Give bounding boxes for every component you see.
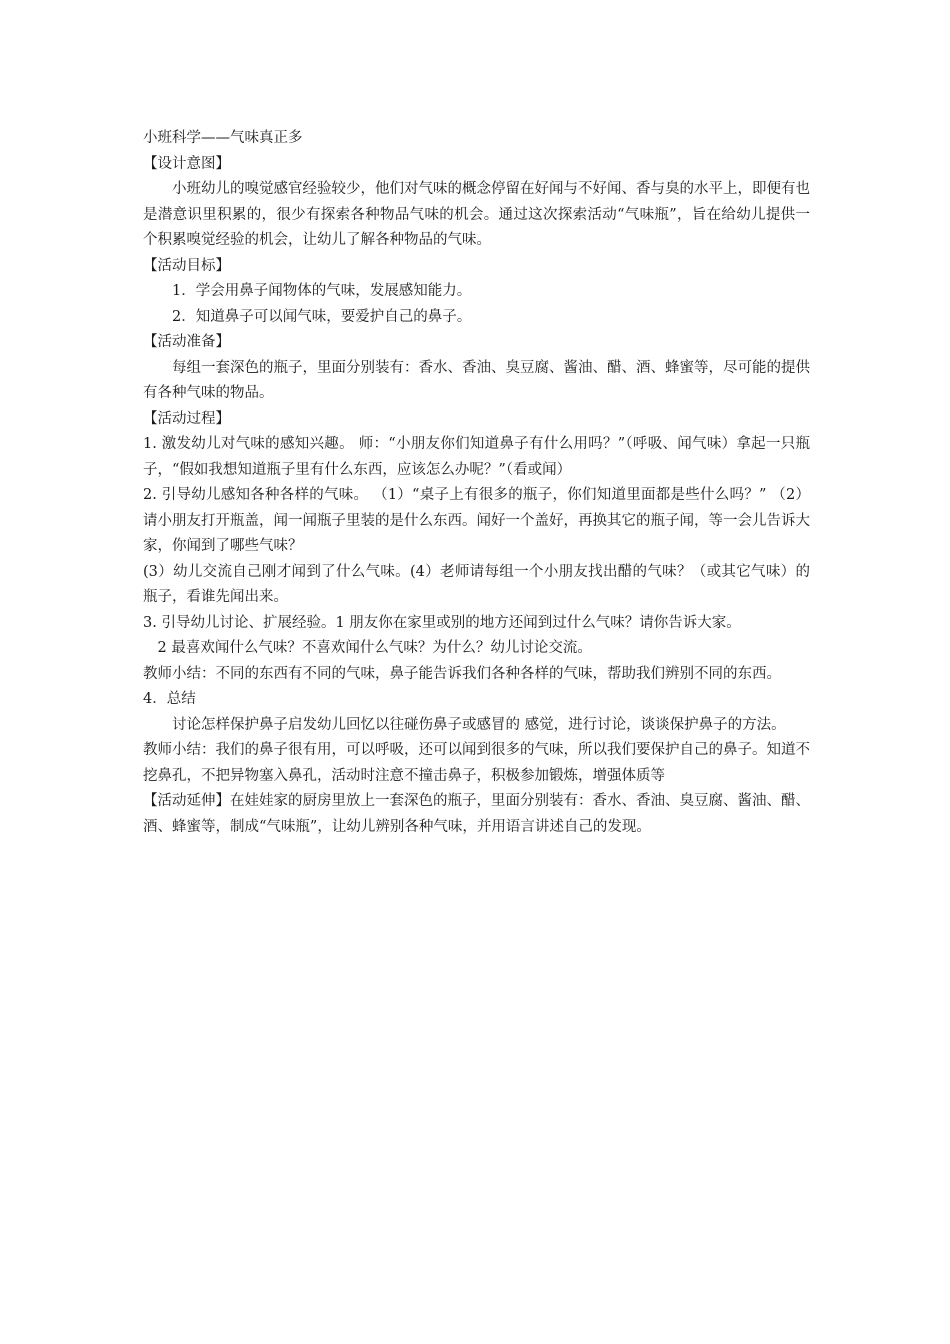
process-step-3: 3. 引导幼儿讨论、扩展经验。1 朋友你在家里或别的地方还闻到过什么气味？请你告诉大家。	[143, 614, 741, 631]
goals-heading: 【活动目标】	[143, 257, 230, 274]
design-heading: 【设计意图】	[143, 155, 230, 172]
design-paragraph: 小班幼儿的嗅觉感官经验较少，他们对气味的概念停留在好闻与不好闻、香与臭的水平上，即便有也是潜意识里积累的，很少有探索各种物品气味的机会。通过这次探索活动“气味瓶”，旨在给幼儿提供一个积累嗅觉经验的机会，让幼儿了解各种物品的气味。	[143, 181, 810, 248]
teacher-summary-1: 教师小结：不同的东西有不同的气味，鼻子能告诉我们各种各样的气味，帮助我们辨别不同的东西。	[143, 665, 781, 682]
extension-paragraph	[143, 789, 810, 840]
extension-heading: 【活动延伸】	[143, 793, 230, 809]
process-step-1: 1. 激发幼儿对气味的感知兴趣。 师：“小朋友你们知道鼻子有什么用吗？”（呼吸、闻气味）拿起一只瓶子，“假如我想知道瓶子里有什么东西，应该怎么办呢？”（看或闻）	[143, 436, 810, 478]
summary-paragraph: 讨论怎样保护鼻子启发幼儿回忆以往碰伤鼻子或感冒的 感觉，进行讨论，谈谈保护鼻子的方法。	[172, 716, 786, 733]
process-heading: 【活动过程】	[143, 410, 230, 427]
process-step-2-continued: (3）幼儿交流自己刚才闻到了什么气味。(4）老师请每组一个小朋友找出醋的气味？（或其它气味）的瓶子，看谁先闻出来。	[143, 563, 810, 605]
teacher-summary-2: 教师小结：我们的鼻子很有用，可以呼吸，还可以闻到很多的气味，所以我们要保护自己的鼻子。知道不挖鼻孔，不把异物塞入鼻孔，活动时注意不撞击鼻子，积极参加锻炼，增强体质等	[143, 742, 810, 784]
goal-item-2: 2．知道鼻子可以闻气味，要爱护自己的鼻子。	[172, 308, 472, 325]
process-step-4: 4．总结	[143, 691, 196, 707]
process-step-2: 2. 引导幼儿感知各种各样的气味。 （1）“桌子上有很多的瓶子，你们知道里面都是些什么吗？” （2）请小朋友打开瓶盖，闻一闻瓶子里装的是什么东西。闻好一个盖好，再换其它的瓶子闻，等一会儿告诉大家，你闻到了哪些气味？	[143, 487, 810, 554]
prep-paragraph: 每组一套深色的瓶子，里面分别装有：香水、香油、臭豆腐、酱油、醋、酒、蜂蜜等，尽可能的提供有各种气味的物品。	[143, 359, 810, 401]
goal-item-1: 1．学会用鼻子闻物体的气味，发展感知能力。	[172, 283, 472, 299]
process-step-3-question-2: 2 最喜欢闻什么气味？不喜欢闻什么气味？为什么？幼儿讨论交流。	[157, 640, 592, 656]
extension-text: 在娃娃家的厨房里放上一套深色的瓶子，里面分别装有：香水、香油、臭豆腐、酱油、醋、酒、蜂蜜等，制成“气味瓶”，让幼儿辨别各种气味，并用语言讲述自己的发现。	[143, 793, 810, 835]
document-body	[143, 126, 810, 840]
document-title: 小班科学——气味真正多	[143, 130, 303, 146]
prep-heading: 【活动准备】	[143, 334, 230, 350]
